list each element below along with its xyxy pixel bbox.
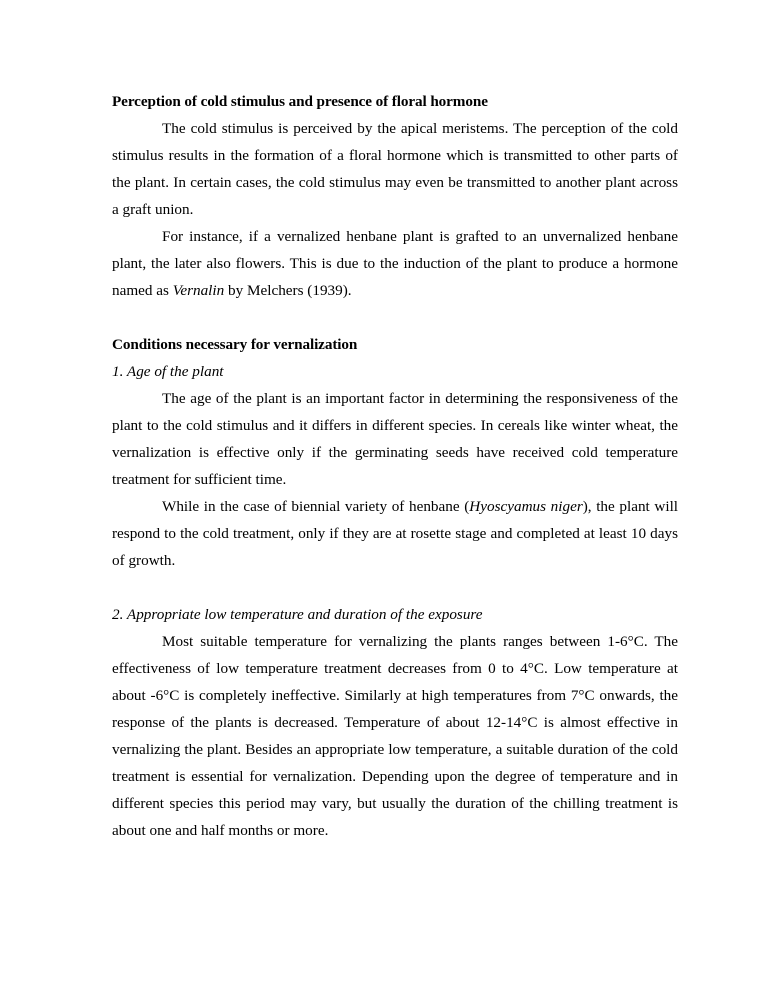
subheading-age-of-the-plant: 1. Age of the plant [112, 363, 224, 380]
paragraph-henbane-text-tail: ), the plant will respond to the cold treatment, only if they are at rosette stage and completed at least 10 days of growth. [112, 498, 679, 569]
paragraph-temperature-and-duration: Most suitable temperature for vernalizing the plants ranges between 1-6°C. The effectiveness of low temperature treatment decreases from 0 to 4°C. Low temperature at about -6°C is completely ineffective. Similarly at high temperatures from 7°C onwards, the response of the plants is decreased. Temperature of about 12-14°C is almost effective in vernalizing the plant. Besides an appropriate low temperature, a suitable duration of the cold treatment is essential for vernalization. Depending upon the degree of temperature and in different species this period may vary, but usually the duration of the chilling treatment is about one and half months or more. [112, 633, 678, 839]
italic-term-vernalin: Vernalin [172, 282, 225, 299]
section-heading-conditions-necessary: Conditions necessary for vernalization [112, 336, 358, 353]
paragraph-vernalin-text-tail: by Melchers (1939). [224, 282, 352, 299]
paragraph-age-of-plant: The age of the plant is an important factor in determining the responsiveness of the plant to the cold stimulus and it differs in different species. In cereals like winter wheat, the vernalization is effective only if the germinating seeds have received cold temperature treatment for sufficient time. [112, 390, 678, 488]
paragraph-vernalin-text-lead: For instance, if a vernalized henbane plant is grafted to an unvernalized henbane plant, the later also flowers. This is due to the induction of the plant to produce a hormone named as [112, 228, 678, 299]
section-heading-perception-of-cold-stimulus: Perception of cold stimulus and presence of floral hormone [112, 93, 488, 110]
block-spacer-before-section-two [112, 574, 678, 601]
paragraph-henbane-text-lead: While in the case of biennial variety of henbane ( [162, 498, 470, 515]
italic-term-hyoscyamus-niger: Hyoscyamus niger [469, 498, 583, 515]
subheading-appropriate-low-temperature: 2. Appropriate low temperature and duration of the exposure [112, 606, 483, 623]
block-spacer-before-conditions [112, 304, 678, 331]
paragraph-henbane-biennial [112, 493, 678, 574]
document-body [112, 88, 678, 844]
paragraph-cold-stimulus-perception: The cold stimulus is perceived by the apical meristems. The perception of the cold stimulus results in the formation of a floral hormone which is transmitted to other parts of the plant. In certain cases, the cold stimulus may even be transmitted to another plant across a graft union. [112, 120, 678, 218]
paragraph-vernalin-grafting [112, 223, 678, 304]
